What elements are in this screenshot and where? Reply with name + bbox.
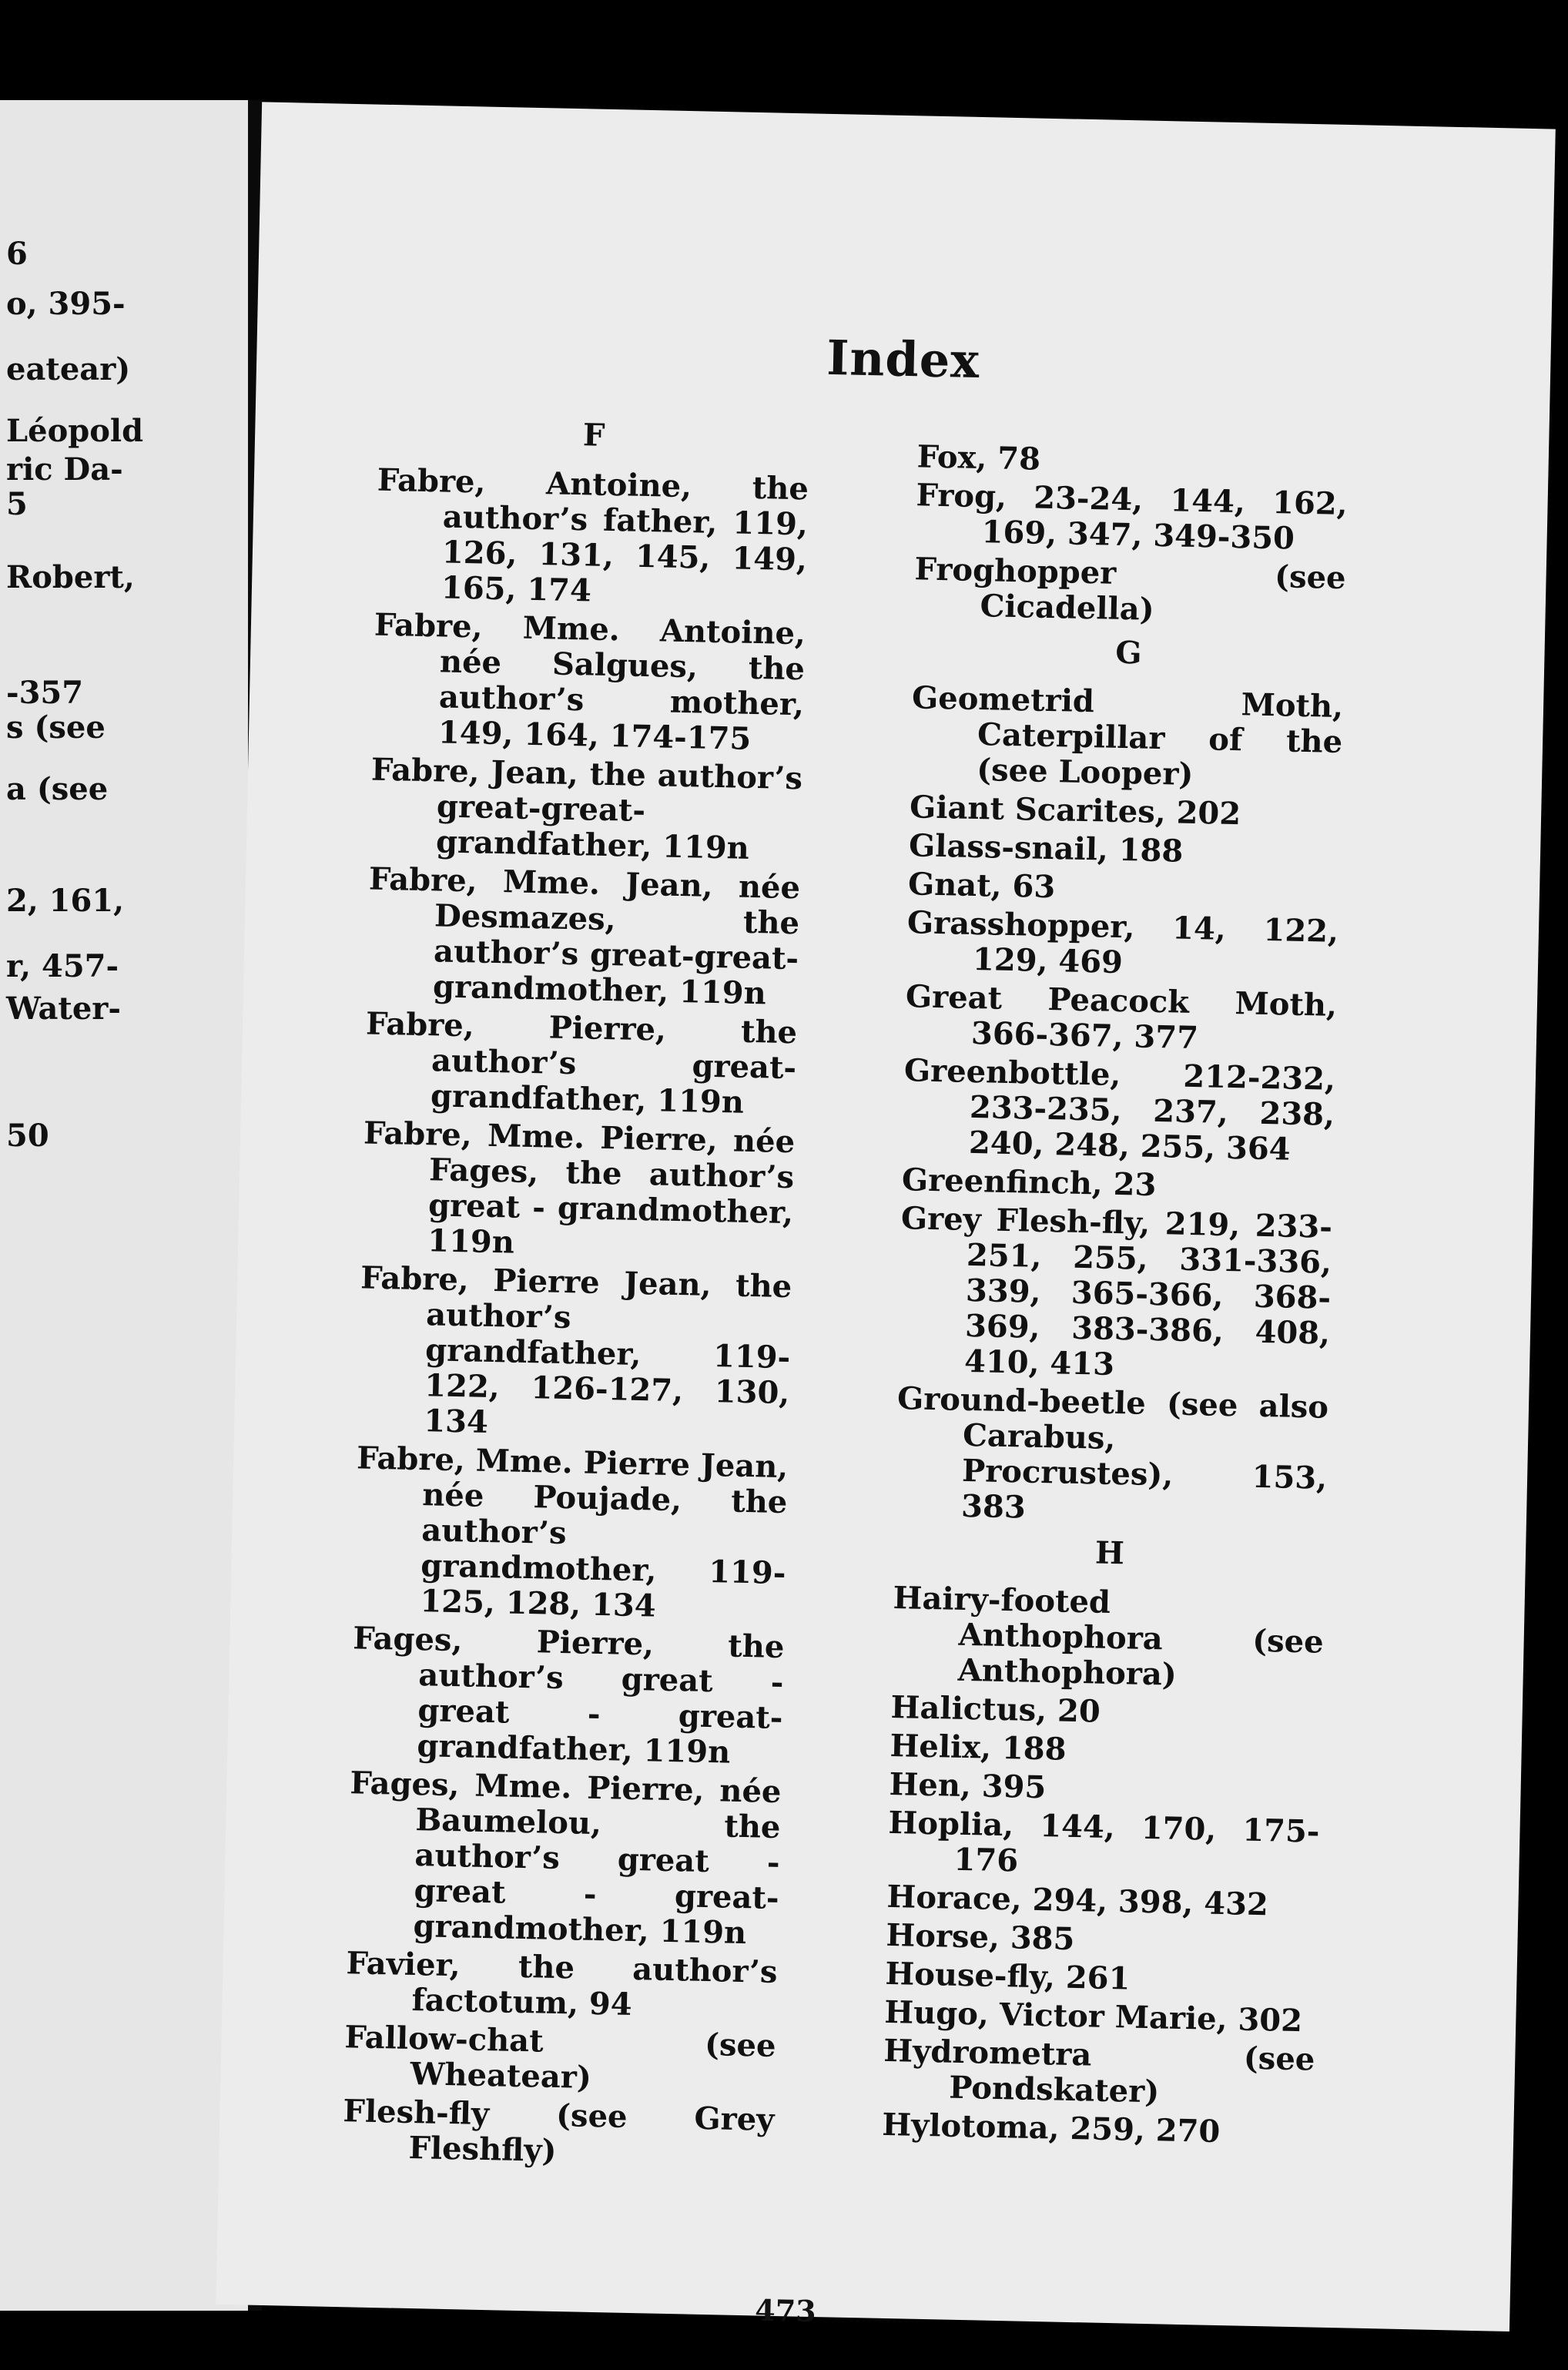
index-entry: Hen, 395: [889, 1765, 1047, 1806]
left-page-fragment: Water-: [6, 991, 121, 1027]
index-entry: Gnat, 63: [907, 866, 1056, 906]
index-entry: Glass-snail, 188: [908, 827, 1184, 870]
index-entry: Frog, 23-24, 144, 162, 169, 347, 349-350: [916, 477, 1349, 557]
index-entry: Hydrometra (see Pondskater): [883, 2032, 1315, 2110]
index-entry: Horace, 294, 398, 432: [886, 1878, 1269, 1923]
index-entry: Fabre, Pierre Jean, the author’s grandfather, 119-122, 126-127, 130, 134: [360, 1259, 792, 1440]
index-entry: Helix, 188: [890, 1727, 1067, 1768]
index-entry: House-fly, 261: [884, 1955, 1131, 1997]
index-entry: Fabre, Pierre, the author’s great-grandfather, 119n: [365, 1005, 798, 1121]
index-entry: Horse, 385: [886, 1916, 1075, 1958]
index-entry: Fages, Pierre, the author’s great - great - great-grandfather, 119n: [352, 1620, 785, 1771]
index-entry: Fages, Mme. Pierre, née Baumelou, the author’s great - great - great-grandmother, 119n: [350, 1765, 782, 1952]
index-entry: Fox, 78: [916, 438, 1041, 478]
page-title: Index: [826, 329, 980, 389]
left-page-fragment: eatear): [6, 351, 131, 387]
index-entry: Fabre, Mme. Jean, née Desmazes, the author’s great-great-grandmother, 119n: [368, 860, 801, 1012]
left-page-fragment: s (see: [6, 709, 106, 746]
index-column-right: [882, 439, 1349, 2154]
right-page: [216, 102, 1556, 2331]
left-page-fragment: -357: [6, 675, 84, 711]
left-page-fragment: o, 395-: [6, 286, 126, 322]
left-page-fragment: 5: [6, 486, 28, 522]
index-entry: Hoplia, 144, 170, 175-176: [888, 1804, 1320, 1879]
index-entry: Halictus, 20: [890, 1688, 1101, 1730]
index-entry: Giant Scarites, 202: [909, 789, 1241, 833]
index-entry: Great Peacock Moth, 366-367, 377: [905, 978, 1338, 1057]
section-letter: F: [582, 417, 605, 454]
index-column-left: [342, 405, 810, 2177]
index-entry: Grasshopper, 14, 122, 129, 469: [906, 904, 1339, 981]
index-entry: Favier, the author’s factotum, 94: [346, 1945, 778, 2023]
index-entry: Ground-beetle (see also Carabus, Procrustes), 153, 383: [896, 1380, 1329, 1526]
left-page-fragment: Robert,: [6, 559, 135, 595]
left-page-fragment: ric Da-: [6, 451, 123, 488]
index-entry: Flesh-fly (see Grey Fleshfly): [343, 2093, 775, 2169]
left-page-fragment: r, 457-: [6, 948, 119, 984]
index-entry: Hylotoma, 259, 270: [881, 2106, 1221, 2150]
left-page-fragment: 50: [6, 1118, 49, 1154]
left-page-fragment: Léopold: [6, 413, 144, 449]
index-entry: Fabre, Antoine, the author’s father, 119, 126, 131, 145, 149, 165, 174: [377, 461, 809, 609]
section-letter: G: [1114, 634, 1143, 672]
left-page-fragment: 2, 161,: [6, 883, 125, 919]
index-entry: Fabre, Jean, the author’s great-great-grandfather, 119n: [370, 751, 803, 867]
index-entry: Fabre, Mme. Pierre Jean, née Poujade, the author’s grandmother, 119-125, 128, 134: [356, 1440, 789, 1624]
left-page-fragment: 6: [6, 236, 28, 272]
left-page-fragment: a (see: [6, 771, 109, 807]
index-entry: Fabre, Mme. Pierre, née Fages, the author’s great - grandmother, 119n: [363, 1115, 796, 1261]
index-entry: Greenfinch, 23: [901, 1162, 1157, 1204]
index-entry: Fallow-chat (see Wheatear): [344, 2019, 776, 2096]
index-entry: Geometrid Moth, Caterpillar of the (see Looper): [911, 679, 1344, 793]
index-entry: Fabre, Mme. Antoine, née Salgues, the author’s mother, 149, 164, 174-175: [374, 606, 806, 757]
index-entry: Grey Flesh-fly, 219, 233-251, 255, 331-336, 339, 365-366, 368-369, 383-386, 408, 410, 413: [900, 1200, 1333, 1383]
section-letter: H: [1094, 1534, 1125, 1572]
index-entry: Froghopper (see Cicadella): [914, 551, 1347, 628]
index-entry: Greenbottle, 212-232, 233-235, 237, 238, 240, 248, 255, 364: [903, 1052, 1336, 1168]
page-number: 473: [754, 2292, 817, 2329]
index-entry: Hairy-footed Anthophora (see Anthophora): [893, 1580, 1325, 1693]
left-page: [0, 100, 248, 2311]
index-entry: Hugo, Victor Marie, 302: [883, 1993, 1303, 2040]
